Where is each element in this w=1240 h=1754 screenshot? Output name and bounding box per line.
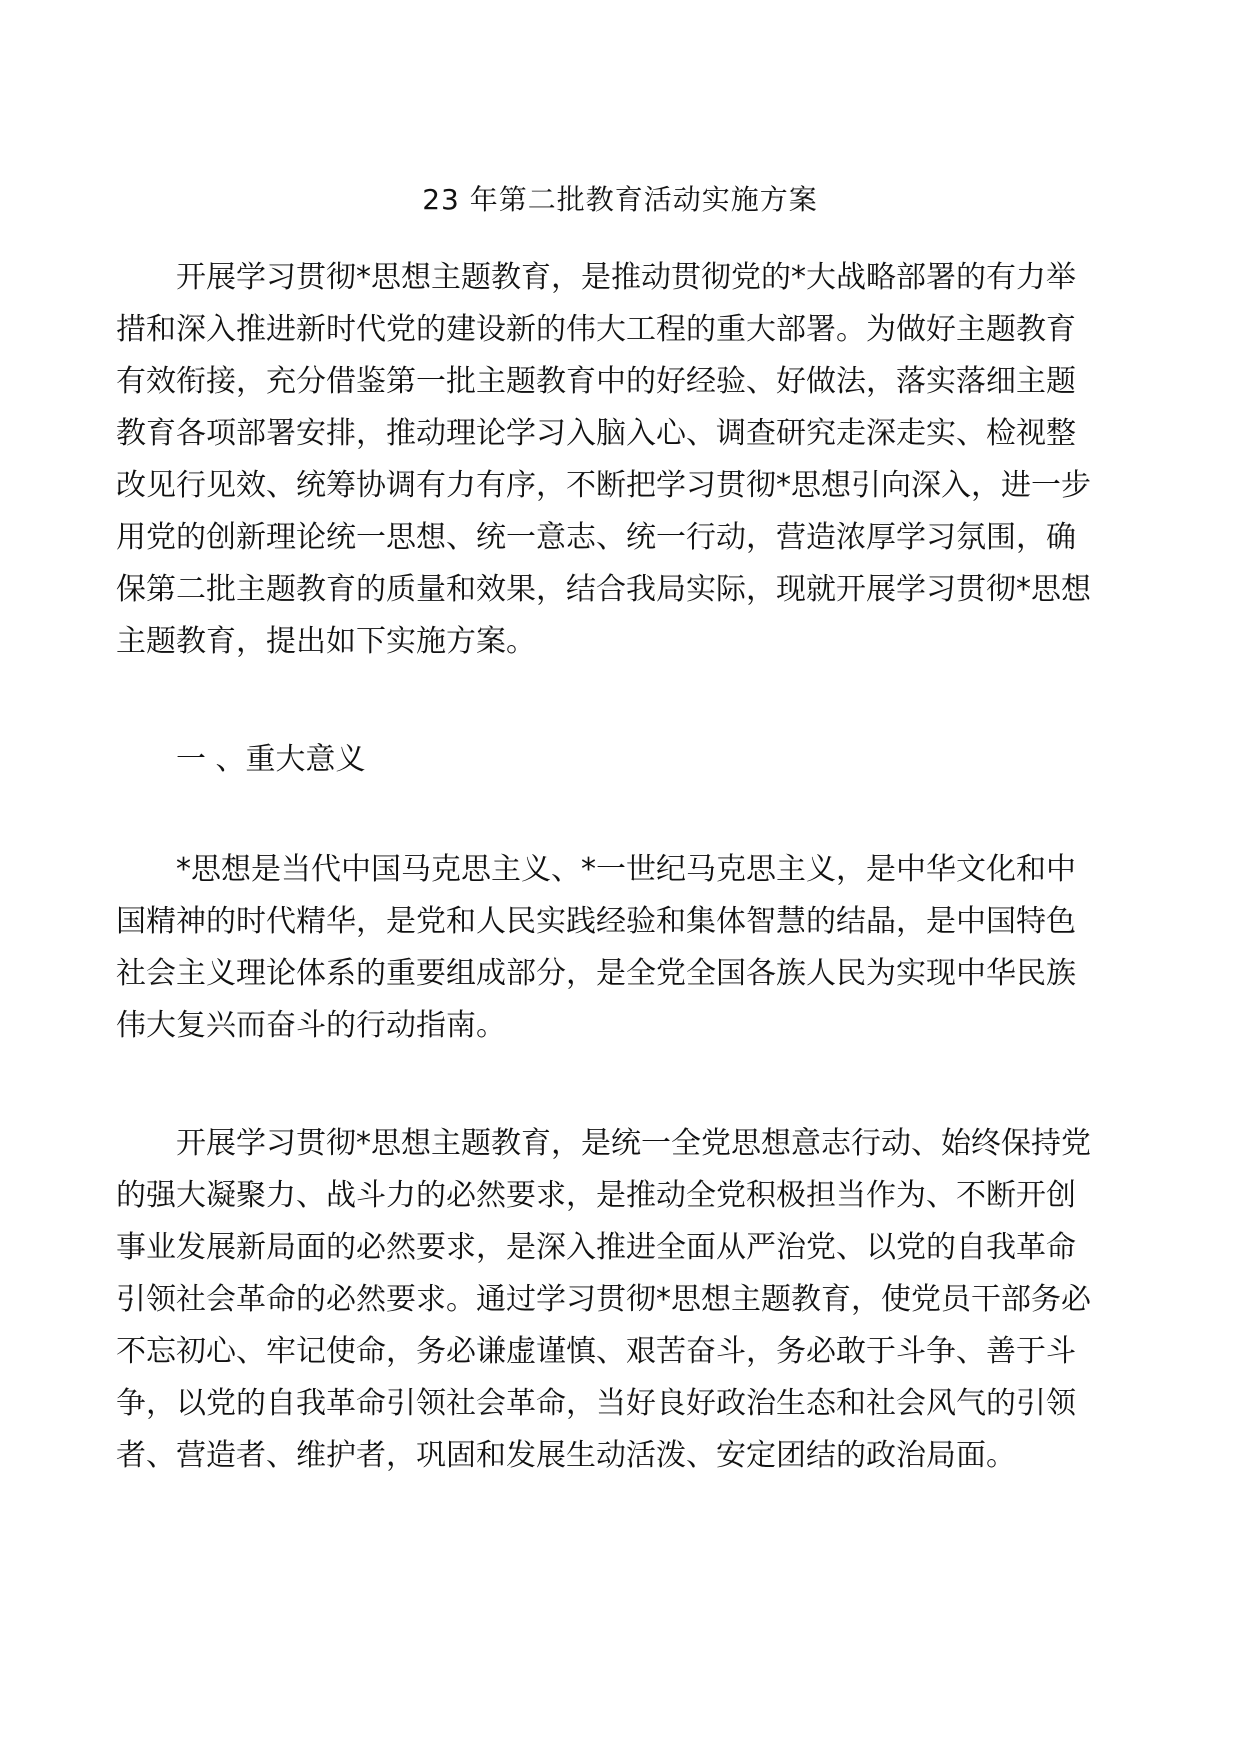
document-title: 23 年第二批教育活动实施方案 — [422, 183, 818, 216]
paragraph-3-line-6: 争，以党的自我革命引领社会革命，当好良好政治生态和社会风气的引领 — [116, 1386, 1076, 1421]
paragraph-1-line-7: 保第二批主题教育的质量和效果，结合我局实际，现就开展学习贯彻*思想 — [116, 572, 1091, 607]
paragraph-2-line-2: 国精神的时代精华，是党和人民实践经验和集体智慧的结晶，是中国特色 — [116, 904, 1076, 939]
paragraph-1-line-1: 开展学习贯彻*思想主题教育，是推动贯彻党的*大战略部署的有力举 — [176, 260, 1076, 295]
paragraph-1-line-5: 改见行见效、统筹协调有力有序，不断把学习贯彻*思想引向深入，进一步 — [116, 468, 1091, 503]
paragraph-1-line-2: 措和深入推进新时代党的建设新的伟大工程的重大部署。为做好主题教育 — [116, 312, 1076, 347]
paragraph-2-line-1: *思想是当代中国马克思主义、*一世纪马克思主义，是中华文化和中 — [176, 852, 1076, 887]
paragraph-1-line-8: 主题教育，提出如下实施方案。 — [116, 624, 536, 659]
paragraph-2-line-4: 伟大复兴而奋斗的行动指南。 — [116, 1008, 506, 1043]
paragraph-1-line-6: 用党的创新理论统一思想、统一意志、统一行动，营造浓厚学习氛围，确 — [116, 520, 1076, 555]
paragraph-2-line-3: 社会主义理论体系的重要组成部分，是全党全国各族人民为实现中华民族 — [116, 956, 1076, 991]
paragraph-3-line-7: 者、营造者、维护者，巩固和发展生动活泼、安定团结的政治局面。 — [116, 1438, 1016, 1473]
paragraph-3-line-5: 不忘初心、牢记使命，务必谦虚谨慎、艰苦奋斗，务必敢于斗争、善于斗 — [116, 1334, 1076, 1369]
paragraph-3-line-4: 引领社会革命的必然要求。通过学习贯彻*思想主题教育，使党员干部务必 — [116, 1282, 1091, 1317]
paragraph-3-line-3: 事业发展新局面的必然要求，是深入推进全面从严治党、以党的自我革命 — [116, 1230, 1076, 1265]
paragraph-1-line-3: 有效衔接，充分借鉴第一批主题教育中的好经验、好做法，落实落细主题 — [116, 364, 1076, 399]
paragraph-3-line-2: 的强大凝聚力、战斗力的必然要求，是推动全党积极担当作为、不断开创 — [116, 1178, 1076, 1213]
paragraph-1-line-4: 教育各项部署安排，推动理论学习入脑入心、调查研究走深走实、检视整 — [116, 416, 1076, 451]
paragraph-3-line-1: 开展学习贯彻*思想主题教育，是统一全党思想意志行动、始终保持党 — [176, 1126, 1091, 1161]
section-heading: 一 、重大意义 — [176, 742, 366, 777]
